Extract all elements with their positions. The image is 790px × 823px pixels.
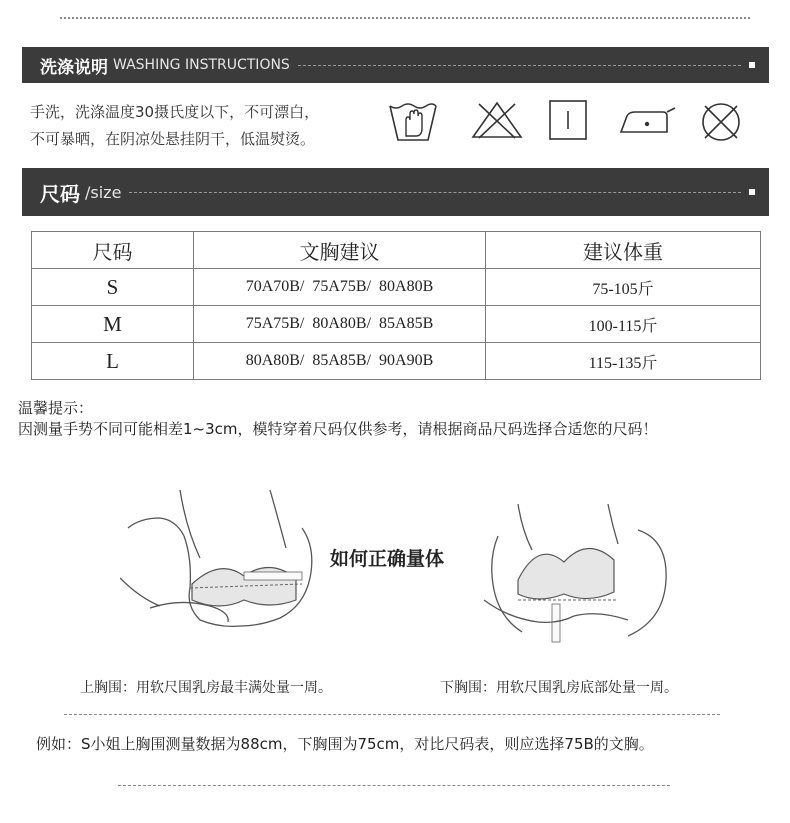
upper-bust-illustration — [120, 488, 320, 633]
size-table-header-size: 尺码 — [32, 232, 194, 269]
washing-text-line-2: 不可暴晒，在阴凉处悬挂阴干，低温熨烫。 — [30, 130, 316, 148]
weight-cell: 115-135斤 — [486, 343, 761, 380]
table-row — [32, 306, 761, 343]
size-cell: L — [32, 343, 194, 380]
weight-cell: 75-105斤 — [486, 269, 761, 306]
lower-bust-caption: 下胸围：用软尺围乳房底部处量一周。 — [440, 680, 678, 696]
size-table-header-weight: 建议体重 — [486, 232, 761, 269]
line-dry-icon — [548, 99, 588, 141]
size-title-en: /size — [85, 182, 122, 202]
tips-text: 因测量手势不同可能相差1~3cm，模特穿着尺码仅供参考，请根据商品尺码选择合适您的尺码！ — [18, 420, 658, 438]
size-table-header-bra: 文胸建议 — [194, 232, 486, 269]
bra-cell: 70A70B/ 75A75B/ 80A80B — [194, 269, 486, 306]
table-row — [32, 343, 761, 380]
washing-text-line-1: 手洗，洗涤温度30摄氏度以下，不可漂白， — [30, 103, 320, 121]
no-dry-clean-icon — [700, 101, 742, 143]
washing-title-cn: 洗涤说明 — [40, 57, 108, 78]
size-header-line — [129, 192, 741, 193]
top-divider — [60, 17, 750, 19]
size-cell: M — [32, 306, 194, 343]
caption-divider — [64, 714, 720, 715]
tips-label: 温馨提示： — [18, 399, 94, 417]
bra-cell: 80A80B/ 85A85B/ 90A90B — [194, 343, 486, 380]
table-row — [32, 269, 761, 306]
size-header-square — [749, 189, 755, 195]
measure-title: 如何正确量体 — [330, 548, 445, 570]
upper-bust-caption: 上胸围：用软尺围乳房最丰满处量一周。 — [80, 680, 332, 696]
size-title-cn: 尺码 — [40, 181, 80, 206]
size-table — [31, 231, 761, 380]
bra-cell: 75A75B/ 80A80B/ 85A85B — [194, 306, 486, 343]
lower-bust-illustration — [478, 500, 678, 650]
washing-header-bar — [22, 47, 769, 83]
size-cell: S — [32, 269, 194, 306]
no-bleach-icon — [471, 100, 523, 140]
example-text: 例如：S小姐上胸围测量数据为88cm，下胸围为75cm，对比尺码表，则应选择75B的文胸。 — [36, 735, 654, 753]
weight-cell: 100-115斤 — [486, 306, 761, 343]
washing-header-line — [298, 65, 741, 66]
size-header-bar — [22, 168, 769, 216]
washing-title-en: WASHING INSTRUCTIONS — [113, 57, 290, 73]
hand-wash-icon — [388, 98, 438, 144]
washing-header-square — [749, 62, 755, 68]
size-table-header — [32, 232, 761, 269]
bottom-divider — [118, 785, 670, 786]
low-iron-icon — [619, 106, 677, 136]
washing-text — [30, 99, 319, 153]
